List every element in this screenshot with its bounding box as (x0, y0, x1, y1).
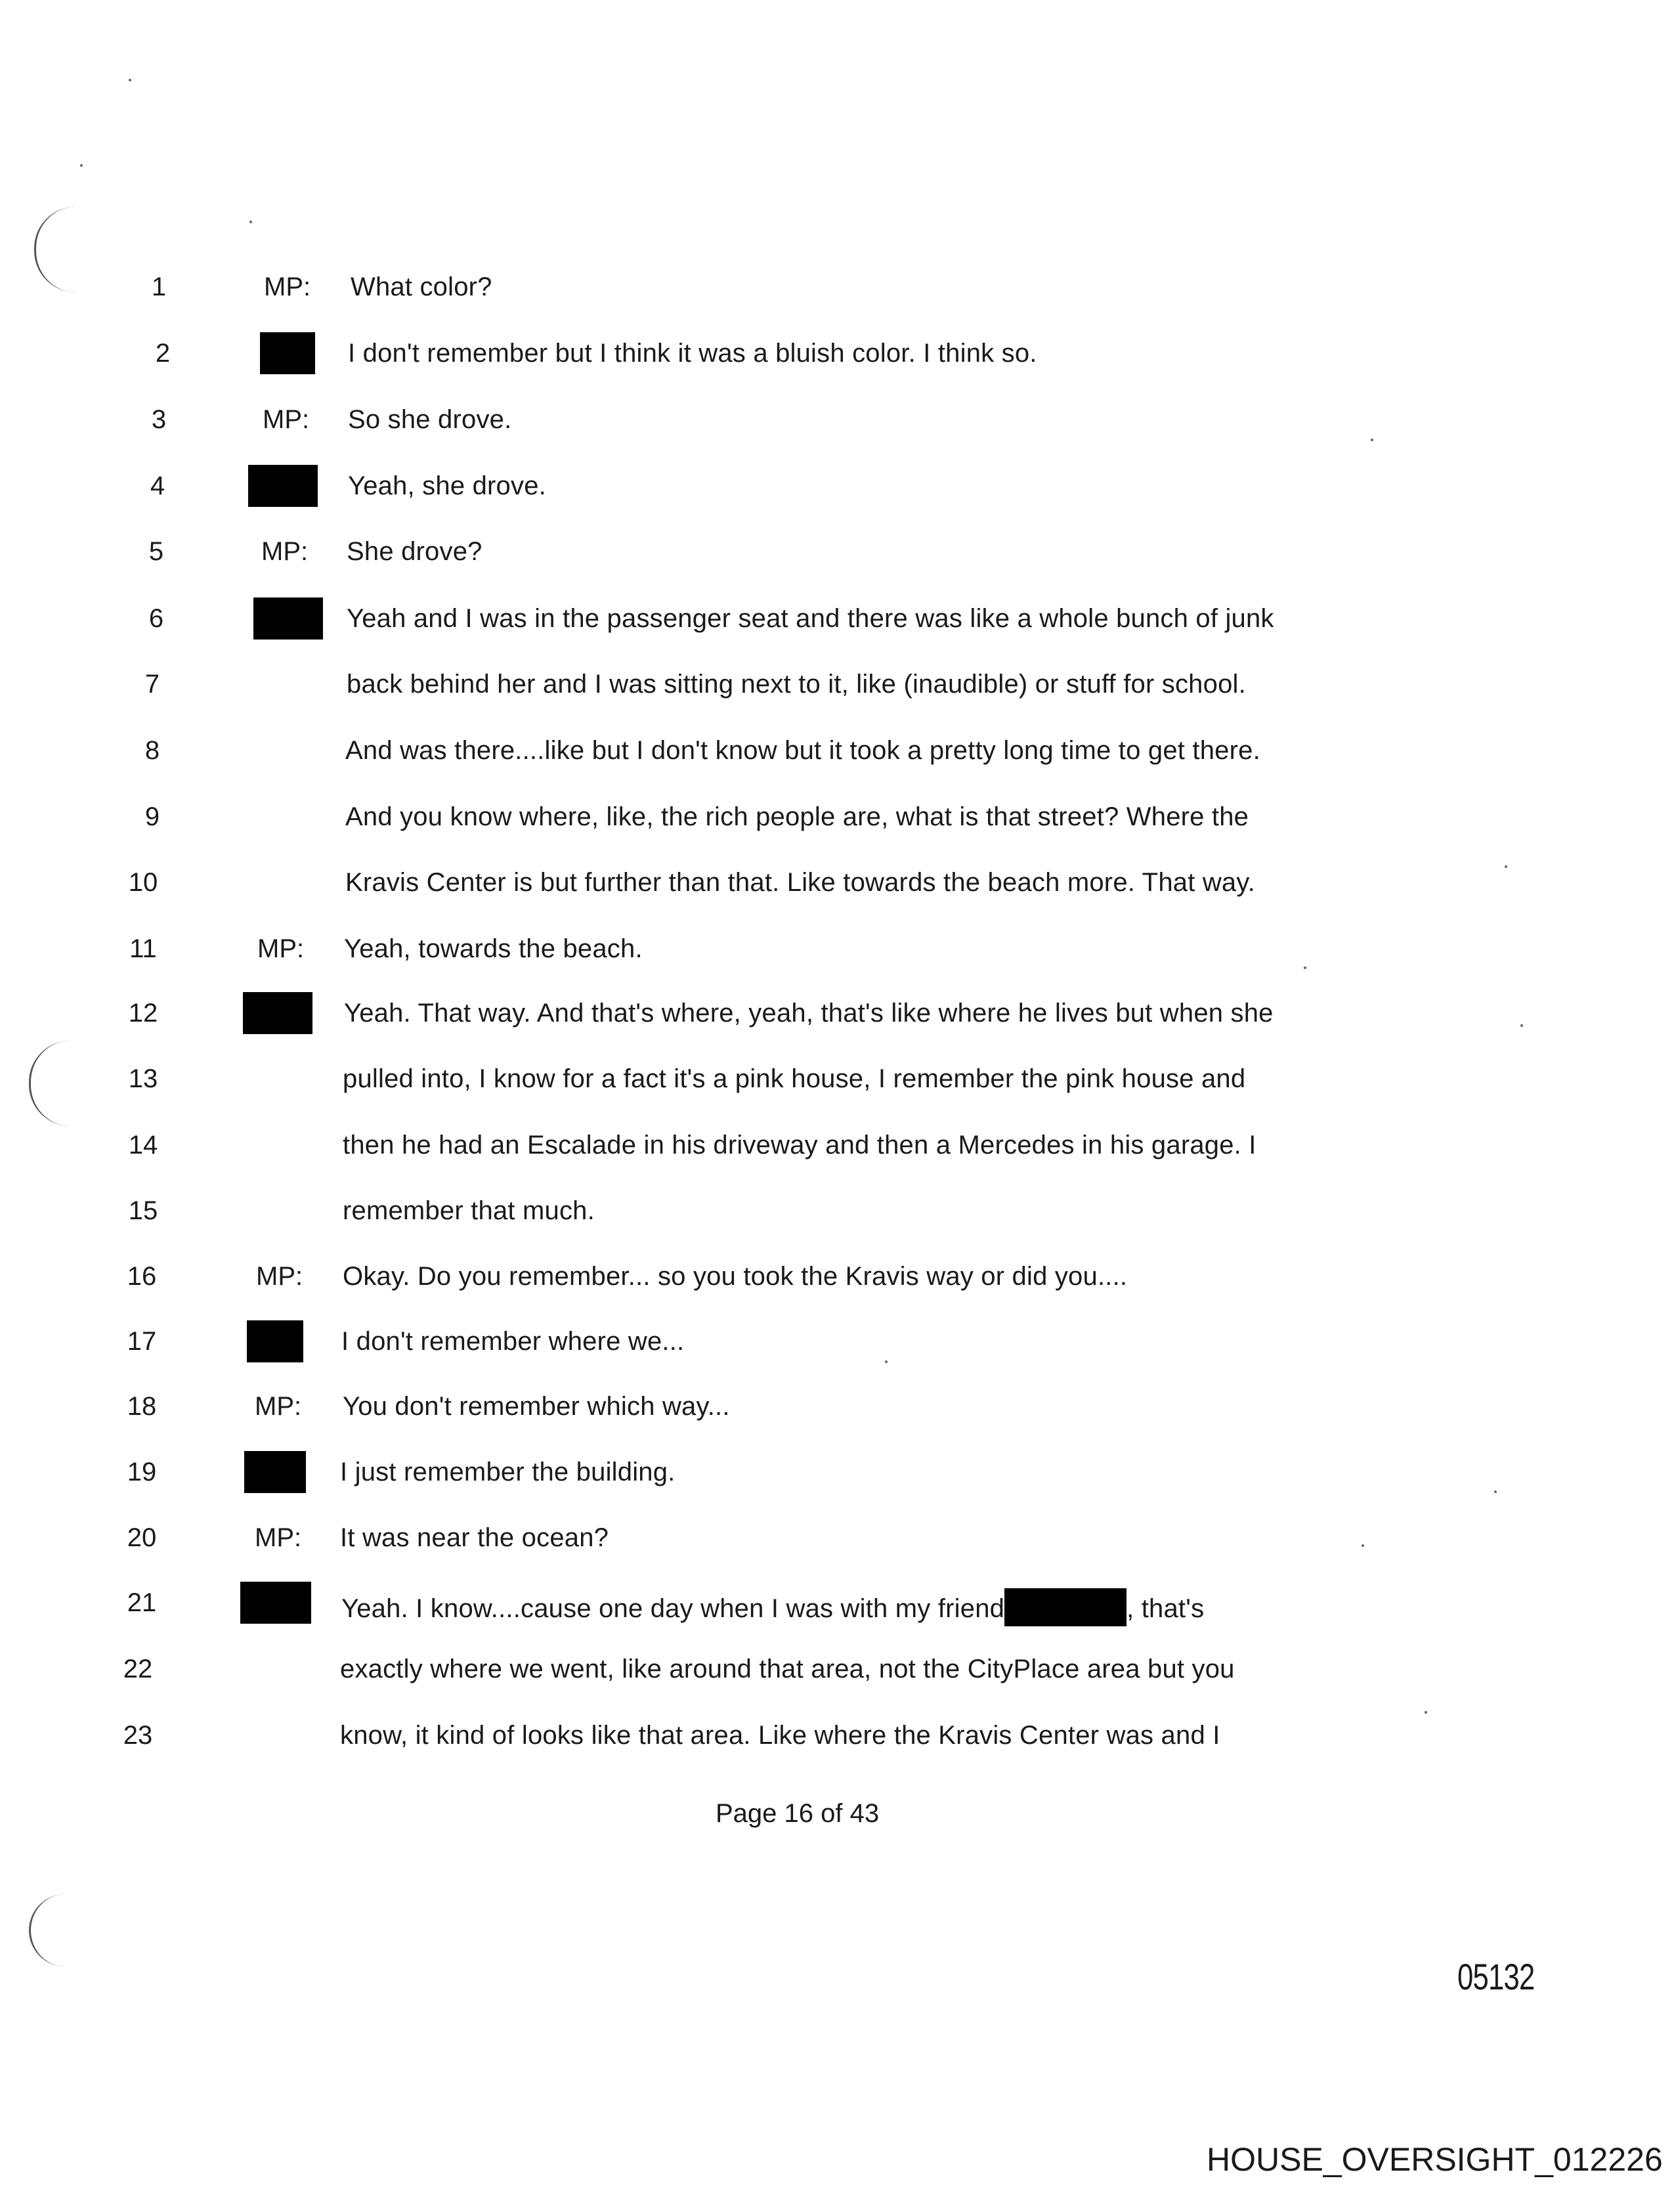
line-number: 9 (144, 802, 160, 831)
line-text-after-redaction: , that's (1127, 1594, 1205, 1623)
transcript-line (0, 1064, 1674, 1117)
line-text: then he had an Escalade in his driveway and then a Mercedes in his garage. I (343, 1131, 1256, 1160)
line-number: 12 (128, 999, 158, 1028)
line-text: Yeah, she drove. (348, 471, 546, 500)
transcript-line (0, 1588, 1674, 1641)
transcript-line (0, 736, 1674, 789)
line-number: 4 (150, 471, 165, 500)
line-number: 15 (128, 1196, 158, 1225)
transcript-line (0, 1327, 1674, 1379)
line-text: She drove? (347, 537, 483, 566)
transcript-line (0, 1262, 1674, 1314)
redacted-speaker-box (260, 332, 315, 374)
redacted-speaker-box (247, 1320, 303, 1362)
transcript-line (0, 670, 1674, 722)
speaker-label: MP: (255, 1523, 302, 1552)
redacted-speaker-box (253, 597, 323, 640)
punch-hole-mark (29, 1894, 70, 1966)
line-number: 16 (127, 1262, 157, 1291)
document-id: HOUSE_OVERSIGHT_012226 (1207, 2141, 1663, 2178)
transcript-line (0, 868, 1674, 921)
scan-speck (249, 221, 252, 223)
line-number: 10 (128, 868, 158, 897)
transcript-line (0, 272, 1674, 325)
line-number: 20 (127, 1523, 157, 1552)
line-number: 2 (155, 339, 171, 368)
line-number: 7 (144, 670, 160, 699)
bates-number: 05132 (1457, 1956, 1535, 1997)
line-number: 5 (148, 537, 164, 566)
transcript-line (0, 999, 1674, 1051)
line-number: 6 (148, 604, 164, 633)
transcript-line (0, 1655, 1674, 1707)
line-text: So she drove. (348, 405, 512, 434)
speaker-label: MP: (255, 1392, 302, 1421)
line-text: You don't remember which way... (343, 1392, 730, 1421)
line-number: 3 (151, 405, 167, 434)
redacted-speaker-box (244, 1451, 306, 1493)
line-text: And was there....like but I don't know but it took a pretty long time to get there. (345, 736, 1260, 765)
scan-speck (1425, 1711, 1427, 1714)
line-text: know, it kind of looks like that area. Like where the Kravis Center was and I (340, 1721, 1220, 1750)
line-number: 13 (128, 1064, 158, 1093)
line-text: remember that much. (343, 1196, 595, 1225)
line-number: 21 (127, 1588, 157, 1617)
line-number: 18 (127, 1392, 157, 1421)
line-text: I just remember the building. (340, 1458, 676, 1486)
transcript-line (0, 405, 1674, 458)
line-number: 14 (128, 1131, 158, 1160)
redacted-speaker-box (248, 465, 318, 507)
line-number: 23 (123, 1721, 153, 1750)
speaker-label: MP: (256, 1262, 303, 1291)
line-text: Yeah, towards the beach. (344, 934, 643, 963)
speaker-label: MP: (261, 537, 309, 566)
scan-speck (80, 164, 83, 167)
line-text: What color? (351, 272, 492, 301)
line-number: 22 (123, 1655, 153, 1683)
line-text: Okay. Do you remember... so you took the Kravis way or did you.... (343, 1262, 1128, 1291)
transcript-line (0, 1458, 1674, 1510)
line-number: 11 (129, 934, 157, 963)
speaker-label: MP: (263, 405, 310, 434)
line-text: Yeah. That way. And that's where, yeah, that's like where he lives but when she (344, 999, 1274, 1028)
line-text: back behind her and I was sitting next to it, like (inaudible) or stuff for school. (347, 670, 1246, 699)
transcript-line (0, 934, 1674, 987)
line-text: Yeah and I was in the passenger seat and there was like a whole bunch of junk (347, 604, 1274, 633)
transcript-line (0, 1196, 1674, 1249)
line-text: pulled into, I know for a fact it's a pink house, I remember the pink house and (343, 1064, 1246, 1093)
speaker-label: MP: (257, 934, 305, 963)
transcript-line (0, 537, 1674, 590)
line-number: 8 (144, 736, 160, 765)
line-text: And you know where, like, the rich people are, what is that street? Where the (345, 802, 1249, 831)
redacted-name-box (1004, 1588, 1127, 1626)
transcript-line (0, 1392, 1674, 1444)
line-text: I don't remember where we... (341, 1327, 685, 1356)
page-number: Page 16 of 43 (716, 1799, 880, 1828)
transcript-line (0, 1721, 1674, 1773)
line-text: exactly where we went, like around that area, not the CityPlace area but you (340, 1655, 1235, 1683)
transcript-line (0, 1131, 1674, 1183)
line-number: 1 (151, 272, 167, 301)
line-number: 19 (127, 1458, 157, 1486)
line-number: 17 (127, 1327, 157, 1356)
redacted-speaker-box (240, 1582, 311, 1624)
scan-speck (129, 79, 131, 81)
line-text: I don't remember but I think it was a bluish color. I think so. (348, 339, 1037, 368)
speaker-label: MP: (264, 272, 311, 301)
line-text (341, 1588, 1204, 1626)
redacted-speaker-box (243, 992, 312, 1034)
transcript-line (0, 471, 1674, 524)
transcript-line (0, 604, 1674, 657)
transcript-line (0, 339, 1674, 391)
line-text: It was near the ocean? (340, 1523, 609, 1552)
transcript-line (0, 802, 1674, 855)
line-text: Kravis Center is but further than that. Like towards the beach more. That way. (345, 868, 1255, 897)
transcript-line (0, 1523, 1674, 1576)
line-text-before-redaction: Yeah. I know....cause one day when I was with my friend (341, 1594, 1005, 1623)
